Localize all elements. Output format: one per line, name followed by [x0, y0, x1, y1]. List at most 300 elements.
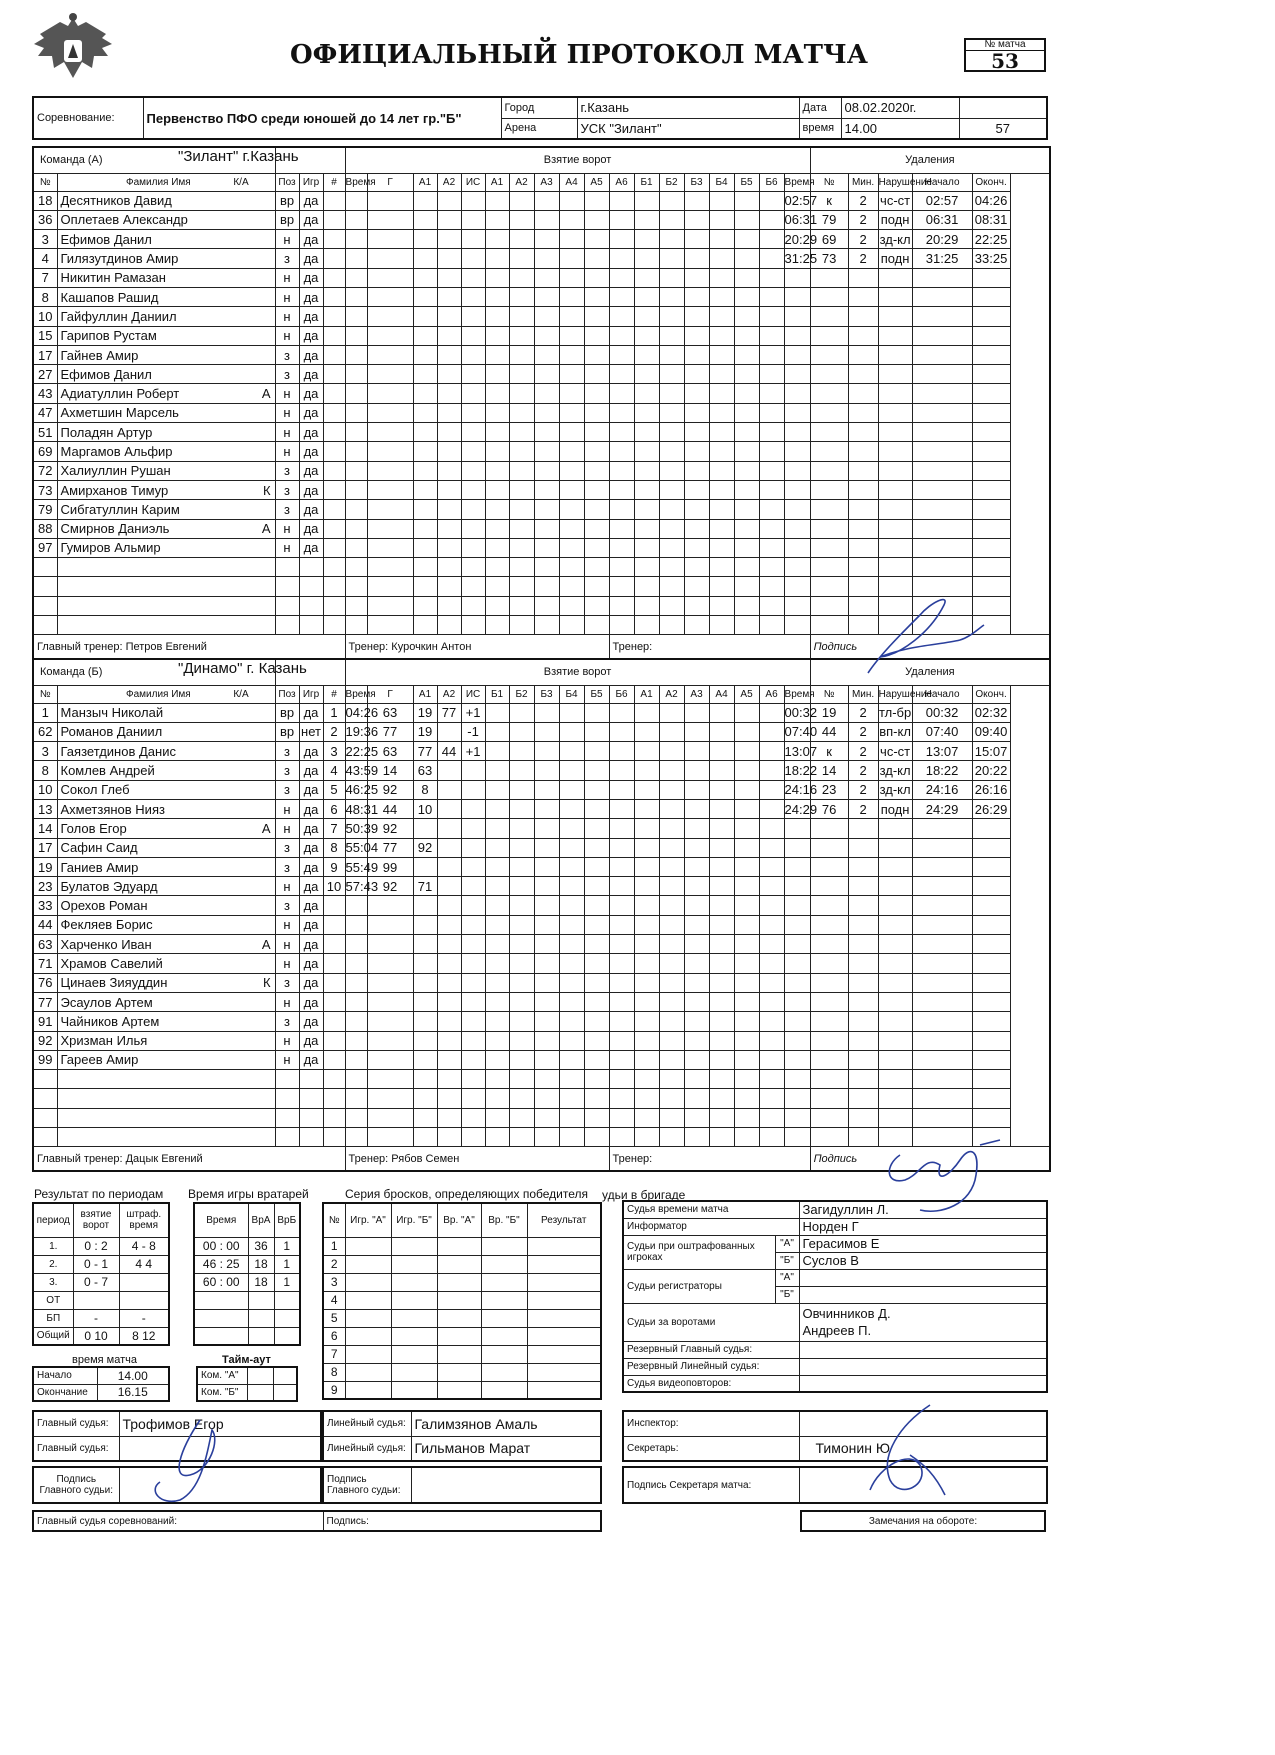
player-plays: да — [299, 1050, 323, 1069]
player-plays: да — [299, 992, 323, 1011]
goal-col-header: ИС — [461, 685, 485, 703]
penalty-t: 24:16 — [784, 780, 810, 799]
onice-col-header: Б5 — [584, 685, 609, 703]
goal-assist-1: 19 — [413, 722, 437, 741]
goal-situation: +1 — [461, 703, 485, 722]
match-time-title: время матча — [72, 1354, 137, 1366]
period-penalty — [119, 1273, 169, 1291]
reg-b-label: "Б" — [775, 1286, 799, 1303]
player-name: Смирнов Даниэль А — [57, 519, 275, 538]
goalie-a: 36 — [248, 1237, 274, 1255]
reserve-main-label: Резервный Главный судья: — [623, 1341, 799, 1358]
onice-col-header: А3 — [684, 685, 709, 703]
teamA-row — [33, 480, 1050, 499]
onice-col-header: Б4 — [709, 173, 734, 191]
teamA-row — [33, 307, 1050, 326]
penalty-s: 24:16 — [912, 780, 972, 799]
onice-col-header: А6 — [759, 685, 784, 703]
player-position: н — [275, 954, 299, 973]
player-name: Романов Даниил — [57, 722, 275, 741]
timekeeper-name: Загидуллин Л. — [799, 1201, 1047, 1218]
goal-assist-2 — [437, 838, 461, 857]
brigade-title: удьи в бригаде — [602, 1188, 686, 1202]
teamB-trainer: Тренер: Рябов Семен — [345, 1147, 609, 1171]
penalty-e: 26:29 — [972, 799, 1010, 818]
goal-situation: +1 — [461, 742, 485, 761]
penalty-n: 14 — [810, 761, 848, 780]
player-position: з — [275, 480, 299, 499]
player-plays: да — [299, 442, 323, 461]
penalty-e: 33:25 — [972, 249, 1010, 268]
pen-col-header: Мин. — [848, 685, 878, 703]
player-position: з — [275, 761, 299, 780]
penalty-v: зд-кл — [878, 780, 912, 799]
video-judge-label: Судья видеоповторов: — [623, 1375, 799, 1392]
informer-name: Норден Г — [799, 1218, 1047, 1235]
onice-col-header: А5 — [734, 685, 759, 703]
player-plays: да — [299, 365, 323, 384]
date-label: Дата — [799, 97, 841, 118]
player-number: 92 — [33, 1031, 57, 1050]
player-position: вр — [275, 703, 299, 722]
teamA-row — [33, 287, 1050, 306]
player-name: Манзыч Николай — [57, 703, 275, 722]
pen-col-header: Оконч. — [972, 173, 1010, 191]
player-plays: да — [299, 935, 323, 954]
player-name: Амирханов Тимур К — [57, 480, 275, 499]
goal-time: 55:04 — [345, 838, 367, 857]
pen-title: Удаления — [810, 659, 1050, 685]
goal-scorer: 63 — [367, 742, 413, 761]
col-name: Фамилия Имя К/А — [57, 685, 275, 703]
penalty-e: 26:16 — [972, 780, 1010, 799]
extra-value: 57 — [959, 118, 1047, 139]
penalty-b-name: Суслов В — [799, 1252, 1047, 1269]
period-penalty: 4 4 — [119, 1255, 169, 1273]
goal-col-header: А1 — [413, 685, 437, 703]
match-number-box — [964, 38, 1046, 72]
shootout-title: Серия бросков, определяющих победителя — [345, 1187, 588, 1201]
teamB-row — [33, 1012, 1050, 1031]
player-name: Никитин Рамазан — [57, 268, 275, 287]
goal-index: 4 — [323, 761, 345, 780]
penalty-m: 2 — [848, 191, 878, 210]
secretary-name: Тимонин Ю — [799, 1436, 1047, 1461]
teamA-coach: Главный тренер: Петров Евгений — [33, 635, 345, 659]
player-name: Гумиров Альмир — [57, 538, 275, 557]
line-judge-label: Линейный судья: — [323, 1411, 411, 1436]
player-position: з — [275, 742, 299, 761]
player-position: з — [275, 838, 299, 857]
player-position: н — [275, 877, 299, 896]
player-plays: да — [299, 799, 323, 818]
pen-col-header: Время — [784, 685, 810, 703]
player-position: вр — [275, 210, 299, 229]
main-judge-label: Главный судья: — [33, 1411, 119, 1436]
goal-time: 46:25 — [345, 780, 367, 799]
penalty-m: 2 — [848, 249, 878, 268]
penalty-n: 79 — [810, 210, 848, 229]
player-plays: да — [299, 819, 323, 838]
player-number: 17 — [33, 345, 57, 364]
pen-col-header: Начало — [912, 685, 972, 703]
registrars-label: Судьи регистраторы — [623, 1269, 775, 1303]
player-plays: да — [299, 877, 323, 896]
player-number: 77 — [33, 992, 57, 1011]
penalty-t: 02:57 — [784, 191, 810, 210]
player-number: 44 — [33, 915, 57, 934]
emblem-logo — [30, 12, 116, 90]
period-label: ОТ — [33, 1291, 73, 1309]
shootout-col-header: Вр. "Б" — [481, 1203, 527, 1237]
pen-col-header: Нарушение — [878, 173, 912, 191]
penalty-a-label: "А" — [775, 1235, 799, 1252]
player-name: Голов Егор А — [57, 819, 275, 838]
player-name: Эсаулов Артем — [57, 992, 275, 1011]
onice-col-header: Б3 — [534, 685, 559, 703]
goal-situation — [461, 819, 485, 838]
player-position: н — [275, 423, 299, 442]
player-position: н — [275, 915, 299, 934]
goalie-time: 46 : 25 — [194, 1255, 248, 1273]
period-penalty: 8 12 — [119, 1327, 169, 1345]
player-number: 63 — [33, 935, 57, 954]
informer-label: Информатор — [623, 1218, 799, 1235]
brigade-table — [622, 1200, 1048, 1393]
penalty-v: зд-кл — [878, 230, 912, 249]
player-name: Десятников Давид — [57, 191, 275, 210]
player-plays: да — [299, 307, 323, 326]
shootout-col-header: Игр. "А" — [345, 1203, 391, 1237]
end-value: 16.15 — [97, 1384, 169, 1401]
player-plays: да — [299, 761, 323, 780]
player-plays: да — [299, 230, 323, 249]
goal-col-header: Время — [345, 173, 367, 191]
goal-time: 04:26 — [345, 703, 367, 722]
goal-assist-1: 8 — [413, 780, 437, 799]
time-label: время — [799, 118, 841, 139]
teamA-row — [33, 442, 1050, 461]
player-number: 36 — [33, 210, 57, 229]
penalty-t: 00:32 — [784, 703, 810, 722]
line-judges-table — [322, 1410, 602, 1462]
goal-assist-1: 63 — [413, 761, 437, 780]
goal-assist-1 — [413, 857, 437, 876]
player-number: 13 — [33, 799, 57, 818]
penalty-e: 20:22 — [972, 761, 1010, 780]
teamA-row — [33, 519, 1050, 538]
goal-situation — [461, 799, 485, 818]
penalty-v: вп-кл — [878, 722, 912, 741]
onice-col-header: Б2 — [509, 685, 534, 703]
player-position: з — [275, 1012, 299, 1031]
goal-time: 22:25 — [345, 742, 367, 761]
goal-situation — [461, 877, 485, 896]
teamA-name: "Зилант" г.Казань — [178, 148, 299, 165]
onice-col-header: А1 — [485, 173, 509, 191]
penalty-s: 07:40 — [912, 722, 972, 741]
teamA-row — [33, 403, 1050, 422]
player-plays: да — [299, 210, 323, 229]
player-number: 73 — [33, 480, 57, 499]
competition-label: Соревнование: — [33, 97, 143, 139]
arena-label: Арена — [501, 118, 577, 139]
goal-index: 8 — [323, 838, 345, 857]
goal-col-header: А2 — [437, 685, 461, 703]
player-name: Комлев Андрей — [57, 761, 275, 780]
goal-situation: -1 — [461, 722, 485, 741]
goal-assist-1: 19 — [413, 703, 437, 722]
player-name: Сокол Глеб — [57, 780, 275, 799]
onice-col-header: А1 — [634, 685, 659, 703]
teamB-row — [33, 838, 1050, 857]
teamB-row — [33, 915, 1050, 934]
goal-assist-2 — [437, 877, 461, 896]
player-number: 79 — [33, 500, 57, 519]
goalies-table — [193, 1202, 301, 1346]
goals-title: Взятие ворот — [345, 147, 810, 173]
player-number: 33 — [33, 896, 57, 915]
player-number: 17 — [33, 838, 57, 857]
player-number: 99 — [33, 1050, 57, 1069]
player-name: Адиатуллин Роберт А — [57, 384, 275, 403]
teamA-row — [33, 365, 1050, 384]
player-name: Гилязутдинов Амир — [57, 249, 275, 268]
player-plays: да — [299, 287, 323, 306]
timeout-title: Тайм-аут — [222, 1354, 271, 1366]
penalty-e: 02:32 — [972, 703, 1010, 722]
player-number: 15 — [33, 326, 57, 345]
period-penalty — [119, 1291, 169, 1309]
player-name: Гайнев Амир — [57, 345, 275, 364]
period-label: 2. — [33, 1255, 73, 1273]
player-plays: да — [299, 326, 323, 345]
teamB-row — [33, 1031, 1050, 1050]
teamB-row — [33, 761, 1050, 780]
goalie-a: 18 — [248, 1255, 274, 1273]
shootout-row-num: 7 — [323, 1345, 345, 1363]
goal-assist-1: 77 — [413, 742, 437, 761]
onice-col-header: Б5 — [734, 173, 759, 191]
penalty-m: 2 — [848, 230, 878, 249]
player-plays: да — [299, 538, 323, 557]
teamB-row — [33, 1050, 1050, 1069]
player-position: з — [275, 857, 299, 876]
player-plays: нет — [299, 722, 323, 741]
teamB-label: Команда (Б) — [33, 659, 275, 685]
player-name: Хризман Илья — [57, 1031, 275, 1050]
penalty-v: тл-бр — [878, 703, 912, 722]
penalty-v: зд-кл — [878, 761, 912, 780]
goalie-time: 00 : 00 — [194, 1237, 248, 1255]
player-number: 19 — [33, 857, 57, 876]
goal-assist-2: 77 — [437, 703, 461, 722]
city-label: Город — [501, 97, 577, 118]
player-position: з — [275, 249, 299, 268]
onice-col-header: Б1 — [634, 173, 659, 191]
line-judge-2: Гильманов Марат — [411, 1436, 601, 1461]
player-plays: да — [299, 500, 323, 519]
penalty-m: 2 — [848, 780, 878, 799]
penalty-n: 69 — [810, 230, 848, 249]
penalty-e: 04:26 — [972, 191, 1010, 210]
timeout-b-label: Ком. "Б" — [197, 1384, 247, 1401]
shootout-col-header: № — [323, 1203, 345, 1237]
player-plays: да — [299, 423, 323, 442]
player-name: Харченко Иван А — [57, 935, 275, 954]
penalty-e: 09:40 — [972, 722, 1010, 741]
penalty-s: 13:07 — [912, 742, 972, 761]
player-position: з — [275, 461, 299, 480]
player-number: 8 — [33, 287, 57, 306]
penalty-n: 19 — [810, 703, 848, 722]
goal-assist-2: 44 — [437, 742, 461, 761]
penalty-m: 2 — [848, 722, 878, 741]
teamB-row — [33, 992, 1050, 1011]
player-name: Кашапов Рашид — [57, 287, 275, 306]
player-plays: да — [299, 519, 323, 538]
player-number: 10 — [33, 780, 57, 799]
teamA-row — [33, 230, 1050, 249]
goal-assist-1: 10 — [413, 799, 437, 818]
penalty-e: 08:31 — [972, 210, 1010, 229]
player-number: 18 — [33, 191, 57, 210]
goal-assist-2 — [437, 761, 461, 780]
penalty-n: 73 — [810, 249, 848, 268]
penalty-b-label: "Б" — [775, 1252, 799, 1269]
teamB-row — [33, 780, 1050, 799]
goal-judge-2: Андреев П. — [802, 1323, 872, 1338]
teamB-table — [32, 658, 1051, 1172]
notes-table — [800, 1510, 1046, 1532]
penalty-n: 23 — [810, 780, 848, 799]
goalie-time-header: Время — [194, 1203, 248, 1237]
player-number: 8 — [33, 761, 57, 780]
teamB-row — [33, 857, 1050, 876]
pen-col-header: Мин. — [848, 173, 878, 191]
player-plays: да — [299, 742, 323, 761]
player-name: Ганиев Амир — [57, 857, 275, 876]
goal-col-header: # — [323, 685, 345, 703]
goalie-b-header: ВрБ — [274, 1203, 300, 1237]
player-plays: да — [299, 480, 323, 499]
penalty-t: 20:29 — [784, 230, 810, 249]
player-name: Орехов Роман — [57, 896, 275, 915]
penalty-t: 06:31 — [784, 210, 810, 229]
teamB-row — [33, 742, 1050, 761]
teamB-sign-label: Подпись — [810, 1147, 1050, 1171]
player-plays: да — [299, 954, 323, 973]
pen-col-header: штраф. время — [119, 1203, 169, 1237]
shootout-col-header: Результат — [527, 1203, 601, 1237]
onice-col-header: Б6 — [759, 173, 784, 191]
period-goals: 0 : 2 — [73, 1237, 119, 1255]
pen-col-header: Время — [784, 173, 810, 191]
player-name: Ефимов Данил — [57, 230, 275, 249]
onice-col-header: Б4 — [559, 685, 584, 703]
player-number: 7 — [33, 268, 57, 287]
penalty-n: 76 — [810, 799, 848, 818]
teamA-row — [33, 249, 1050, 268]
player-number: 72 — [33, 461, 57, 480]
player-name: Сафин Саид — [57, 838, 275, 857]
player-name: Халиуллин Рушан — [57, 461, 275, 480]
player-number: 1 — [33, 703, 57, 722]
goalies-title: Время игры вратарей — [188, 1187, 309, 1201]
player-name: Ахметшин Марсель — [57, 403, 275, 422]
main-judge-sign-box-2 — [322, 1466, 602, 1504]
shootout-row-num: 3 — [323, 1273, 345, 1291]
goals-col-header: взятие ворот — [73, 1203, 119, 1237]
teamB-row — [33, 819, 1050, 838]
player-plays: да — [299, 461, 323, 480]
signature-team-a — [860, 585, 990, 680]
player-number: 97 — [33, 538, 57, 557]
period-penalty: - — [119, 1309, 169, 1327]
pen-col-header: Нарушение — [878, 685, 912, 703]
teamB-coach: Главный тренер: Дацык Евгений — [33, 1147, 345, 1171]
penalty-m: 2 — [848, 761, 878, 780]
player-number: 62 — [33, 722, 57, 741]
goal-assist-2 — [437, 722, 461, 741]
teamA-sign-label: Подпись — [810, 635, 1050, 659]
shootout-row-num: 9 — [323, 1381, 345, 1399]
goal-col-header: Г — [367, 685, 413, 703]
penalty-m: 2 — [848, 210, 878, 229]
goal-situation — [461, 838, 485, 857]
player-position: з — [275, 973, 299, 992]
goal-index: 3 — [323, 742, 345, 761]
teamB-row — [33, 973, 1050, 992]
teamA-row — [33, 326, 1050, 345]
onice-col-header: А2 — [509, 173, 534, 191]
goalie-b: 1 — [274, 1237, 300, 1255]
teamA-trainer2: Тренер: — [609, 635, 810, 659]
goal-assist-1 — [413, 819, 437, 838]
teamA-row — [33, 191, 1050, 210]
player-name: Булатов Эдуард — [57, 877, 275, 896]
player-plays: да — [299, 191, 323, 210]
goals-title: Взятие ворот — [345, 659, 810, 685]
player-name: Гайфуллин Даниил — [57, 307, 275, 326]
penalty-n: к — [810, 191, 848, 210]
player-name: Маргамов Альфир — [57, 442, 275, 461]
pen-title: Удаления — [810, 147, 1050, 173]
player-position: н — [275, 442, 299, 461]
penalty-m: 2 — [848, 703, 878, 722]
match-number: 53 — [991, 49, 1019, 73]
player-name: Ефимов Данил — [57, 365, 275, 384]
goal-time: 50:39 — [345, 819, 367, 838]
col-pos: Поз — [275, 173, 299, 191]
goal-index: 7 — [323, 819, 345, 838]
onice-col-header: А3 — [534, 173, 559, 191]
arena-value: УСК "Зилант" — [577, 118, 799, 139]
col-name: Фамилия Имя К/А — [57, 173, 275, 191]
goal-col-header: # — [323, 173, 345, 191]
goal-scorer: 77 — [367, 838, 413, 857]
player-number: 3 — [33, 230, 57, 249]
teamA-row — [33, 500, 1050, 519]
player-plays: да — [299, 857, 323, 876]
teamA-row — [33, 268, 1050, 287]
player-name: Храмов Савелий — [57, 954, 275, 973]
pen-col-header: Начало — [912, 173, 972, 191]
player-position: н — [275, 307, 299, 326]
main-judge-2-label: Главный судья: — [33, 1436, 119, 1461]
penalty-v: подн — [878, 249, 912, 268]
goal-col-header: А2 — [437, 173, 461, 191]
